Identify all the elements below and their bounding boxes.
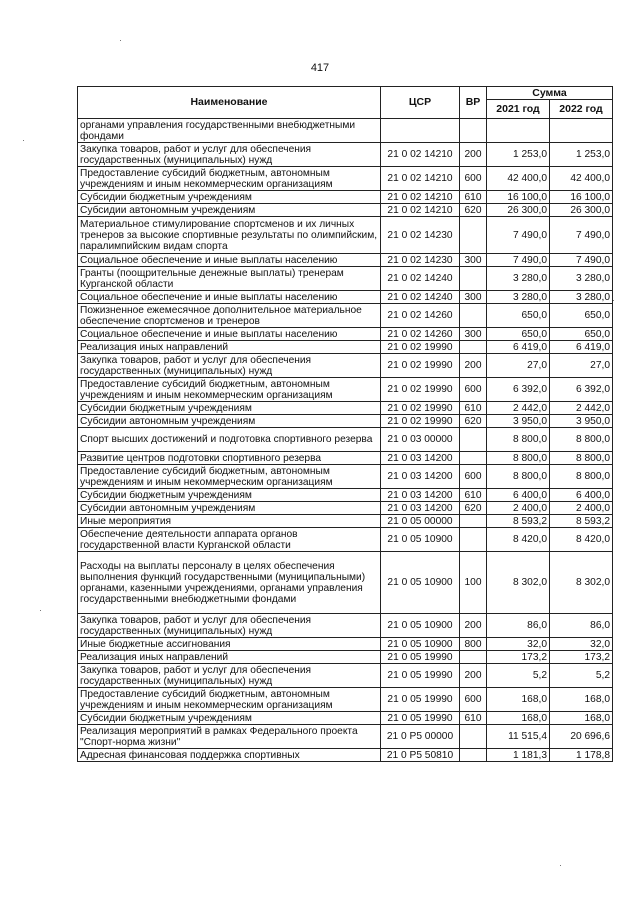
row-sum-2021: 8 420,0 (487, 528, 550, 552)
row-sum-2022: 2 400,0 (550, 502, 613, 515)
row-name: Гранты (поощрительные денежные выплаты) тренерам Курганской области (78, 267, 381, 291)
row-name: Спорт высших достижений и подготовка спортивного резерва (78, 428, 381, 452)
row-vr: 620 (460, 415, 487, 428)
row-sum-2021: 3 950,0 (487, 415, 550, 428)
row-vr (460, 428, 487, 452)
row-name: Предоставление субсидий бюджетным, автономным учреждениям и иным некоммерческим организациям (78, 688, 381, 712)
row-sum-2021: 16 100,0 (487, 191, 550, 204)
row-name: Субсидии автономным учреждениям (78, 502, 381, 515)
table-row (78, 204, 613, 217)
table-row (78, 528, 613, 552)
header-vr: ВР (460, 87, 487, 119)
row-vr (460, 452, 487, 465)
table-row (78, 402, 613, 415)
row-csr: 21 0 02 19990 (381, 378, 460, 402)
row-vr: 200 (460, 664, 487, 688)
row-name: Субсидии автономным учреждениям (78, 204, 381, 217)
row-csr: 21 0 05 19990 (381, 651, 460, 664)
row-vr: 600 (460, 688, 487, 712)
row-csr: 21 0 02 14260 (381, 328, 460, 341)
row-sum-2021: 650,0 (487, 304, 550, 328)
row-sum-2022: 7 490,0 (550, 254, 613, 267)
row-csr: 21 0 05 19990 (381, 712, 460, 725)
row-vr (460, 267, 487, 291)
row-sum-2021: 6 400,0 (487, 489, 550, 502)
row-csr: 21 0 P5 50810 (381, 749, 460, 762)
row-sum-2022: 2 442,0 (550, 402, 613, 415)
row-csr: 21 0 02 19990 (381, 354, 460, 378)
row-sum-2022: 8 800,0 (550, 428, 613, 452)
row-name: органами управления государственными внебюджетными фондами (78, 119, 381, 143)
row-name: Реализация иных направлений (78, 651, 381, 664)
row-sum-2022: 42 400,0 (550, 167, 613, 191)
row-vr: 620 (460, 502, 487, 515)
row-vr: 600 (460, 167, 487, 191)
row-vr (460, 749, 487, 762)
table-row (78, 749, 613, 762)
row-sum-2022: 8 593,2 (550, 515, 613, 528)
table-row (78, 119, 613, 143)
row-name: Реализация иных направлений (78, 341, 381, 354)
row-name: Предоставление субсидий бюджетным, автономным учреждениям и иным некоммерческим организациям (78, 378, 381, 402)
row-name: Субсидии бюджетным учреждениям (78, 712, 381, 725)
table-row (78, 614, 613, 638)
row-vr: 200 (460, 143, 487, 167)
table-row (78, 688, 613, 712)
row-sum-2021: 7 490,0 (487, 254, 550, 267)
row-sum-2022: 6 392,0 (550, 378, 613, 402)
row-vr: 610 (460, 712, 487, 725)
row-sum-2021: 8 800,0 (487, 452, 550, 465)
row-name: Закупка товаров, работ и услуг для обеспечения государственных (муниципальных) нужд (78, 614, 381, 638)
row-sum-2021: 3 280,0 (487, 291, 550, 304)
row-csr: 21 0 05 10900 (381, 528, 460, 552)
row-csr: 21 0 02 14230 (381, 254, 460, 267)
row-sum-2022: 8 302,0 (550, 552, 613, 614)
row-csr: 21 0 02 14210 (381, 143, 460, 167)
row-csr: 21 0 03 14200 (381, 502, 460, 515)
row-vr: 600 (460, 378, 487, 402)
row-vr: 200 (460, 354, 487, 378)
row-csr: 21 0 05 10900 (381, 638, 460, 651)
row-sum-2022: 8 800,0 (550, 452, 613, 465)
row-sum-2022: 5,2 (550, 664, 613, 688)
row-name: Материальное стимулирование спортсменов и их личных тренеров за высокие спортивные результаты по олимпийским, паралимпийским видам спорта (78, 217, 381, 254)
row-csr: 21 0 P5 00000 (381, 725, 460, 749)
row-sum-2022: 3 280,0 (550, 267, 613, 291)
row-vr: 100 (460, 552, 487, 614)
table-body (78, 119, 613, 762)
row-sum-2022: 650,0 (550, 304, 613, 328)
row-vr: 620 (460, 204, 487, 217)
row-sum-2021: 2 400,0 (487, 502, 550, 515)
row-sum-2021: 26 300,0 (487, 204, 550, 217)
row-sum-2021: 2 442,0 (487, 402, 550, 415)
row-csr: 21 0 05 00000 (381, 515, 460, 528)
row-name: Закупка товаров, работ и услуг для обеспечения государственных (муниципальных) нужд (78, 143, 381, 167)
row-vr (460, 515, 487, 528)
row-vr: 800 (460, 638, 487, 651)
row-sum-2022: 27,0 (550, 354, 613, 378)
table-row (78, 341, 613, 354)
page-number: 417 (310, 62, 330, 74)
row-csr: 21 0 02 19990 (381, 415, 460, 428)
table-row (78, 651, 613, 664)
row-csr: 21 0 03 00000 (381, 428, 460, 452)
table-row (78, 515, 613, 528)
row-sum-2022: 1 178,8 (550, 749, 613, 762)
row-sum-2022: 650,0 (550, 328, 613, 341)
table-row (78, 304, 613, 328)
row-csr: 21 0 02 14210 (381, 204, 460, 217)
row-csr: 21 0 05 19990 (381, 664, 460, 688)
row-sum-2021: 11 515,4 (487, 725, 550, 749)
row-sum-2022: 32,0 (550, 638, 613, 651)
row-sum-2021: 1 181,3 (487, 749, 550, 762)
row-sum-2021: 8 302,0 (487, 552, 550, 614)
row-name: Субсидии бюджетным учреждениям (78, 489, 381, 502)
row-csr: 21 0 02 14240 (381, 267, 460, 291)
row-name: Расходы на выплаты персоналу в целях обеспечения выполнения функций государственными (муниципальными) органами, казенными учреждениями, органами управления государственными внебюджетными фондами (78, 552, 381, 614)
row-sum-2022: 8 420,0 (550, 528, 613, 552)
row-sum-2022: 20 696,6 (550, 725, 613, 749)
table-row (78, 267, 613, 291)
row-vr: 600 (460, 465, 487, 489)
row-sum-2022: 6 400,0 (550, 489, 613, 502)
row-sum-2022: 173,2 (550, 651, 613, 664)
row-sum-2022: 6 419,0 (550, 341, 613, 354)
row-sum-2022: 1 253,0 (550, 143, 613, 167)
row-sum-2021: 8 800,0 (487, 465, 550, 489)
row-name: Реализация мероприятий в рамках Федерального проекта "Спорт-норма жизни" (78, 725, 381, 749)
row-vr (460, 119, 487, 143)
row-sum-2021: 8 800,0 (487, 428, 550, 452)
row-name: Социальное обеспечение и иные выплаты населению (78, 291, 381, 304)
row-name: Обеспечение деятельности аппарата органов государственной власти Курганской области (78, 528, 381, 552)
table-row (78, 191, 613, 204)
table-row (78, 217, 613, 254)
row-sum-2022: 168,0 (550, 688, 613, 712)
row-name: Социальное обеспечение и иные выплаты населению (78, 254, 381, 267)
row-sum-2021: 168,0 (487, 712, 550, 725)
row-sum-2021: 1 253,0 (487, 143, 550, 167)
table-row (78, 328, 613, 341)
header-year-2021: 2021 год (487, 100, 550, 119)
row-sum-2021: 5,2 (487, 664, 550, 688)
row-sum-2021: 168,0 (487, 688, 550, 712)
row-name: Иные бюджетные ассигнования (78, 638, 381, 651)
table-row (78, 167, 613, 191)
row-name: Субсидии бюджетным учреждениям (78, 191, 381, 204)
table-row (78, 254, 613, 267)
row-name: Предоставление субсидий бюджетным, автономным учреждениям и иным некоммерческим организациям (78, 167, 381, 191)
row-sum-2022: 16 100,0 (550, 191, 613, 204)
row-csr: 21 0 03 14200 (381, 489, 460, 502)
row-sum-2021: 42 400,0 (487, 167, 550, 191)
row-name: Предоставление субсидий бюджетным, автономным учреждениям и иным некоммерческим организациям (78, 465, 381, 489)
row-sum-2021: 3 280,0 (487, 267, 550, 291)
row-sum-2021: 173,2 (487, 651, 550, 664)
row-sum-2021: 8 593,2 (487, 515, 550, 528)
row-name: Социальное обеспечение и иные выплаты населению (78, 328, 381, 341)
row-csr: 21 0 03 14200 (381, 452, 460, 465)
table-row (78, 291, 613, 304)
table-row (78, 552, 613, 614)
table-row (78, 354, 613, 378)
table-row (78, 502, 613, 515)
row-vr: 300 (460, 291, 487, 304)
row-sum-2021: 86,0 (487, 614, 550, 638)
table-row (78, 664, 613, 688)
table-row (78, 489, 613, 502)
table-row (78, 452, 613, 465)
row-vr (460, 528, 487, 552)
table-row (78, 465, 613, 489)
row-name: Пожизненное ежемесячное дополнительное материальное обеспечение спортсменов и тренеров (78, 304, 381, 328)
row-csr: 21 0 02 14210 (381, 191, 460, 204)
row-vr: 300 (460, 328, 487, 341)
row-csr: 21 0 05 10900 (381, 552, 460, 614)
row-sum-2021: 32,0 (487, 638, 550, 651)
row-vr (460, 304, 487, 328)
table-header (78, 87, 613, 119)
row-vr (460, 725, 487, 749)
table-row (78, 638, 613, 651)
row-name: Закупка товаров, работ и услуг для обеспечения государственных (муниципальных) нужд (78, 664, 381, 688)
row-vr: 610 (460, 402, 487, 415)
row-sum-2021: 650,0 (487, 328, 550, 341)
row-sum-2022: 3 280,0 (550, 291, 613, 304)
row-vr (460, 341, 487, 354)
row-csr (381, 119, 460, 143)
row-name: Субсидии бюджетным учреждениям (78, 402, 381, 415)
row-vr (460, 217, 487, 254)
row-name: Иные мероприятия (78, 515, 381, 528)
row-vr: 610 (460, 489, 487, 502)
table-row (78, 725, 613, 749)
header-name: Наименование (78, 87, 381, 119)
row-sum-2021: 6 419,0 (487, 341, 550, 354)
header-sum: Сумма (487, 87, 613, 100)
row-csr: 21 0 02 14260 (381, 304, 460, 328)
row-csr: 21 0 02 14240 (381, 291, 460, 304)
row-csr: 21 0 05 10900 (381, 614, 460, 638)
row-csr: 21 0 02 19990 (381, 341, 460, 354)
table-row (78, 143, 613, 167)
table-row (78, 415, 613, 428)
row-sum-2021 (487, 119, 550, 143)
row-name: Закупка товаров, работ и услуг для обеспечения государственных (муниципальных) нужд (78, 354, 381, 378)
row-sum-2022: 168,0 (550, 712, 613, 725)
row-csr: 21 0 02 14210 (381, 167, 460, 191)
row-sum-2022: 8 800,0 (550, 465, 613, 489)
row-sum-2022: 86,0 (550, 614, 613, 638)
row-csr: 21 0 02 14230 (381, 217, 460, 254)
row-csr: 21 0 02 19990 (381, 402, 460, 415)
header-csr: ЦСР (381, 87, 460, 119)
table-row (78, 712, 613, 725)
row-vr: 200 (460, 614, 487, 638)
row-sum-2022: 26 300,0 (550, 204, 613, 217)
table-row (78, 428, 613, 452)
row-csr: 21 0 03 14200 (381, 465, 460, 489)
row-sum-2022: 7 490,0 (550, 217, 613, 254)
row-vr: 610 (460, 191, 487, 204)
budget-table (77, 86, 613, 762)
row-vr: 300 (460, 254, 487, 267)
header-year-2022: 2022 год (550, 100, 613, 119)
row-sum-2021: 6 392,0 (487, 378, 550, 402)
row-sum-2022: 3 950,0 (550, 415, 613, 428)
row-name: Адресная финансовая поддержка спортивных (78, 749, 381, 762)
row-sum-2021: 7 490,0 (487, 217, 550, 254)
row-name: Субсидии автономным учреждениям (78, 415, 381, 428)
row-name: Развитие центров подготовки спортивного резерва (78, 452, 381, 465)
row-csr: 21 0 05 19990 (381, 688, 460, 712)
row-sum-2022 (550, 119, 613, 143)
table-row (78, 378, 613, 402)
row-sum-2021: 27,0 (487, 354, 550, 378)
row-vr (460, 651, 487, 664)
